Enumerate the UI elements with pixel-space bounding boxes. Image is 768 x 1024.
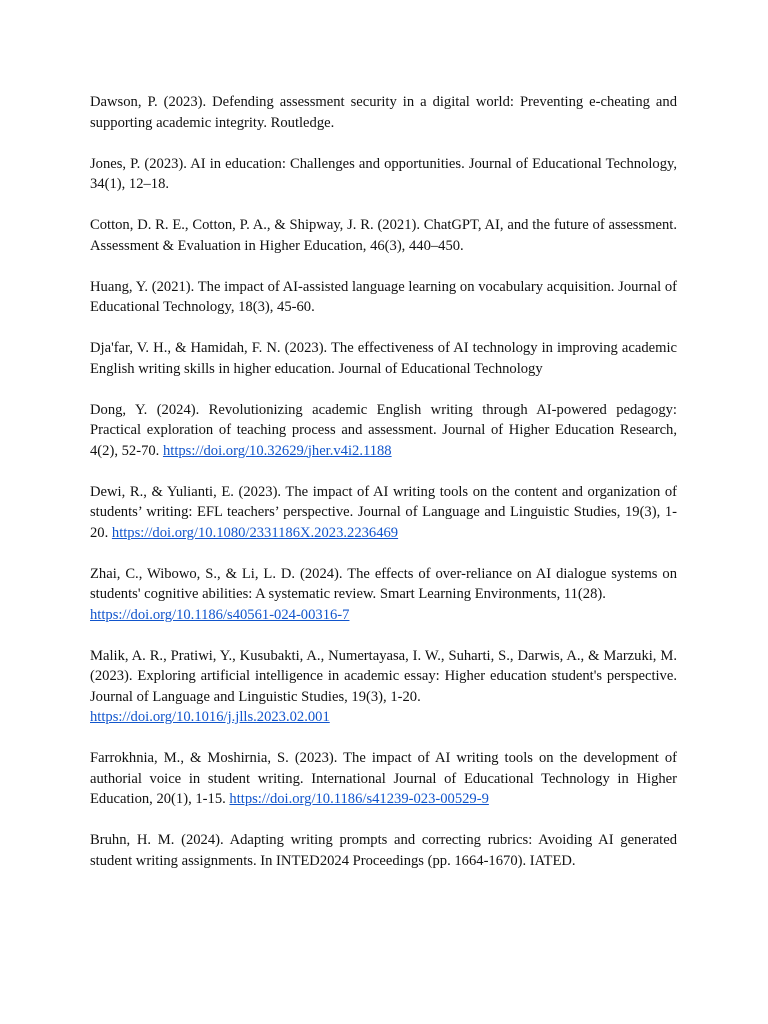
- reference-entry: [90, 154, 677, 195]
- reference-text: Malik, A. R., Pratiwi, Y., Kusubakti, A., Numertayasa, I. W., Suharti, S., Darwis, A., & Marzuki, M. (2023). Exploring artificial intelligence in academic essay: Higher education student's perspective. Journal of Language and Linguistic Studies, 19(3), 1-20.: [90, 647, 677, 705]
- reference-text: Jones, P. (2023). AI in education: Challenges and opportunities. Journal of Educational Technology, 34(1), 12–18.: [90, 155, 677, 192]
- reference-text: Dawson, P. (2023). Defending assessment security in a digital world: Preventing e-cheating and supporting academic integrity. Routledge.: [90, 94, 677, 131]
- reference-entry: [90, 564, 677, 626]
- reference-text: Dewi, R., & Yulianti, E. (2023). The impact of AI writing tools on the content and organization of students’ writing: EFL teachers’ perspective. Journal of Language and Linguistic Studies, 19(3), 1-20.: [90, 483, 677, 541]
- reference-text: Farrokhnia, M., & Moshirnia, S. (2023). The impact of AI writing tools on the development of authorial voice in student writing. International Journal of Educational Technology in Higher Education, 20(1), 1-15.: [90, 750, 677, 807]
- doi-link[interactable]: https://doi.org/10.1080/2331186X.2023.2236469: [111, 524, 399, 541]
- reference-text: Dong, Y. (2024). Revolutionizing academic English writing through AI-powered pedagogy: Practical exploration of teaching process and assessment. Journal of Higher Education Research, 4(2), 52-70.: [90, 401, 677, 459]
- reference-entry: [90, 400, 677, 462]
- reference-entry: [90, 92, 677, 133]
- reference-text: Huang, Y. (2021). The impact of AI-assisted language learning on vocabulary acquisition. Journal of Educational Technology, 18(3), 45-60.: [90, 278, 677, 315]
- reference-entry: [90, 338, 677, 379]
- reference-entry: [90, 215, 677, 256]
- reference-list: [90, 92, 677, 892]
- doi-link[interactable]: https://doi.org/10.1016/j.jlls.2023.02.001: [90, 709, 330, 725]
- doi-link[interactable]: https://doi.org/10.1186/s40561-024-00316-7: [90, 606, 350, 623]
- reference-entry: [90, 748, 677, 810]
- reference-text: Zhai, C., Wibowo, S., & Li, L. D. (2024). The effects of over-reliance on AI dialogue systems on students' cognitive abilities: A systematic review. Smart Learning Environments, 11(28).: [90, 565, 677, 602]
- reference-entry: [90, 646, 677, 728]
- doi-link[interactable]: https://doi.org/10.32629/jher.v4i2.1188: [162, 442, 392, 459]
- reference-entry: [90, 830, 677, 871]
- reference-text: Cotton, D. R. E., Cotton, P. A., & Shipway, J. R. (2021). ChatGPT, AI, and the future of assessment. Assessment & Evaluation in Higher Education, 46(3), 440–450.: [90, 217, 677, 254]
- reference-entry: [90, 482, 677, 544]
- reference-text: Dja'far, V. H., & Hamidah, F. N. (2023). The effectiveness of AI technology in improving academic English writing skills in higher education. Journal of Educational Technology: [90, 340, 677, 377]
- doi-link[interactable]: https://doi.org/10.1186/s41239-023-00529-9: [229, 791, 489, 807]
- reference-text: Bruhn, H. M. (2024). Adapting writing prompts and correcting rubrics: Avoiding AI generated student writing assignments. In INTED2024 Proceedings (pp. 1664-1670). IATED.: [90, 832, 677, 869]
- reference-entry: [90, 277, 677, 318]
